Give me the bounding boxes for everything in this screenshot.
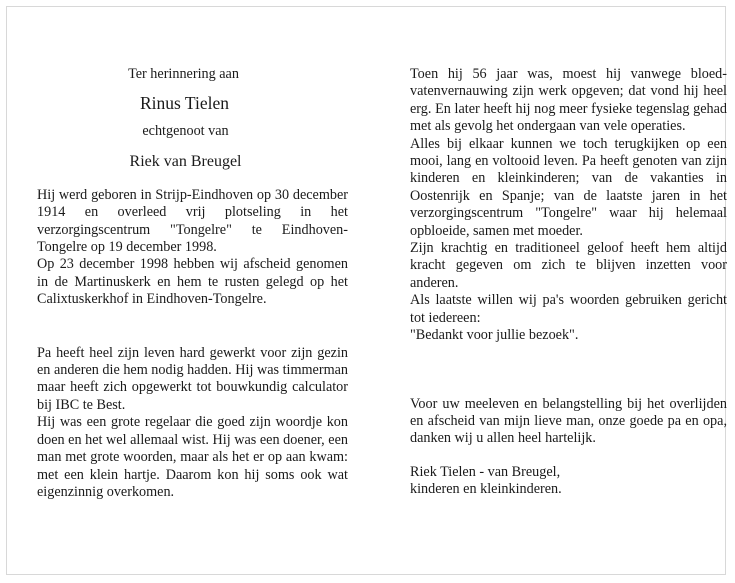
signature-line-2: kinderen en kleinkinderen. (410, 481, 562, 498)
faith-paragraph: Zijn krachtig en traditioneel geloof heeft hem altijd kracht gegeven om zich te blijven inzetten voor anderen. (410, 240, 727, 291)
quote-line: "Bedankt voor jullie bezoek". (410, 327, 579, 344)
intro-text: Ter herinnering aan (128, 66, 239, 82)
right-column (410, 66, 727, 499)
health-paragraph: Toen hij 56 jaar was, moest hij vanwege bloed-vatenvernauwing zijn werk opgeven; dat vond hij heel erg. En later heeft hij nog meer fysieke tegenslag gehad met als gevolg het ondergaan van vele operaties. (410, 66, 727, 135)
left-column (37, 66, 348, 501)
last-words-paragraph: Als laatste willen wij pa's woorden gebruiken gericht tot iedereen: (410, 292, 727, 326)
life-paragraph: Alles bij elkaar kunnen we toch terugkijken op een mooi, lang en voltooid leven. Pa heeft genoten van zijn kinderen en kleinkinderen; van de vakanties in Oostenrijk en Spanje; van de laatste jaren in het verzorgingscentrum "Tongelre" waar hij helemaal opbloeide, samen met moeder. (410, 135, 727, 239)
relation-text: echtgenoot van (142, 123, 229, 140)
spouse-name: Riek van Breugel (129, 152, 242, 170)
character-paragraph: Hij was een grote regelaar die goed zijn woordje kon doen en het wel allemaal wist. Hij was een doener, een man met grote woorden, maar als het er op aan kwam: met een klein hartje. Daarom kon hij soms ook wat eigenzinnig overkomen. (37, 414, 348, 500)
funeral-paragraph: Op 23 december 1998 hebben wij afscheid genomen in de Martinuskerk en hem te rusten gelegd op het Calixtuskerkhof in Eindhoven-Tongelre. (37, 256, 348, 308)
deceased-name: Rinus Tielen (140, 93, 229, 114)
thanks-paragraph: Voor uw meeleven en belangstelling bij het overlijden en afscheid van mijn lieve man, onze goede pa en opa, danken wij u allen heel hartelijk. (410, 395, 727, 447)
career-paragraph: Pa heeft heel zijn leven hard gewerkt voor zijn gezin en anderen die hem nodig hadden. Hij was timmerman maar heeft zich opgewerkt tot bouwkundig calculator bij IBC te Best. (37, 344, 348, 413)
birth-death-paragraph: Hij werd geboren in Strijp-Eindhoven op 30 december 1914 en overleed vrij plotseling in het verzorgingscentrum "Tongelre" te Eindhoven-Tongelre op 19 december 1998. (37, 186, 348, 256)
signature-line-1: Riek Tielen - van Breugel, (410, 463, 561, 480)
